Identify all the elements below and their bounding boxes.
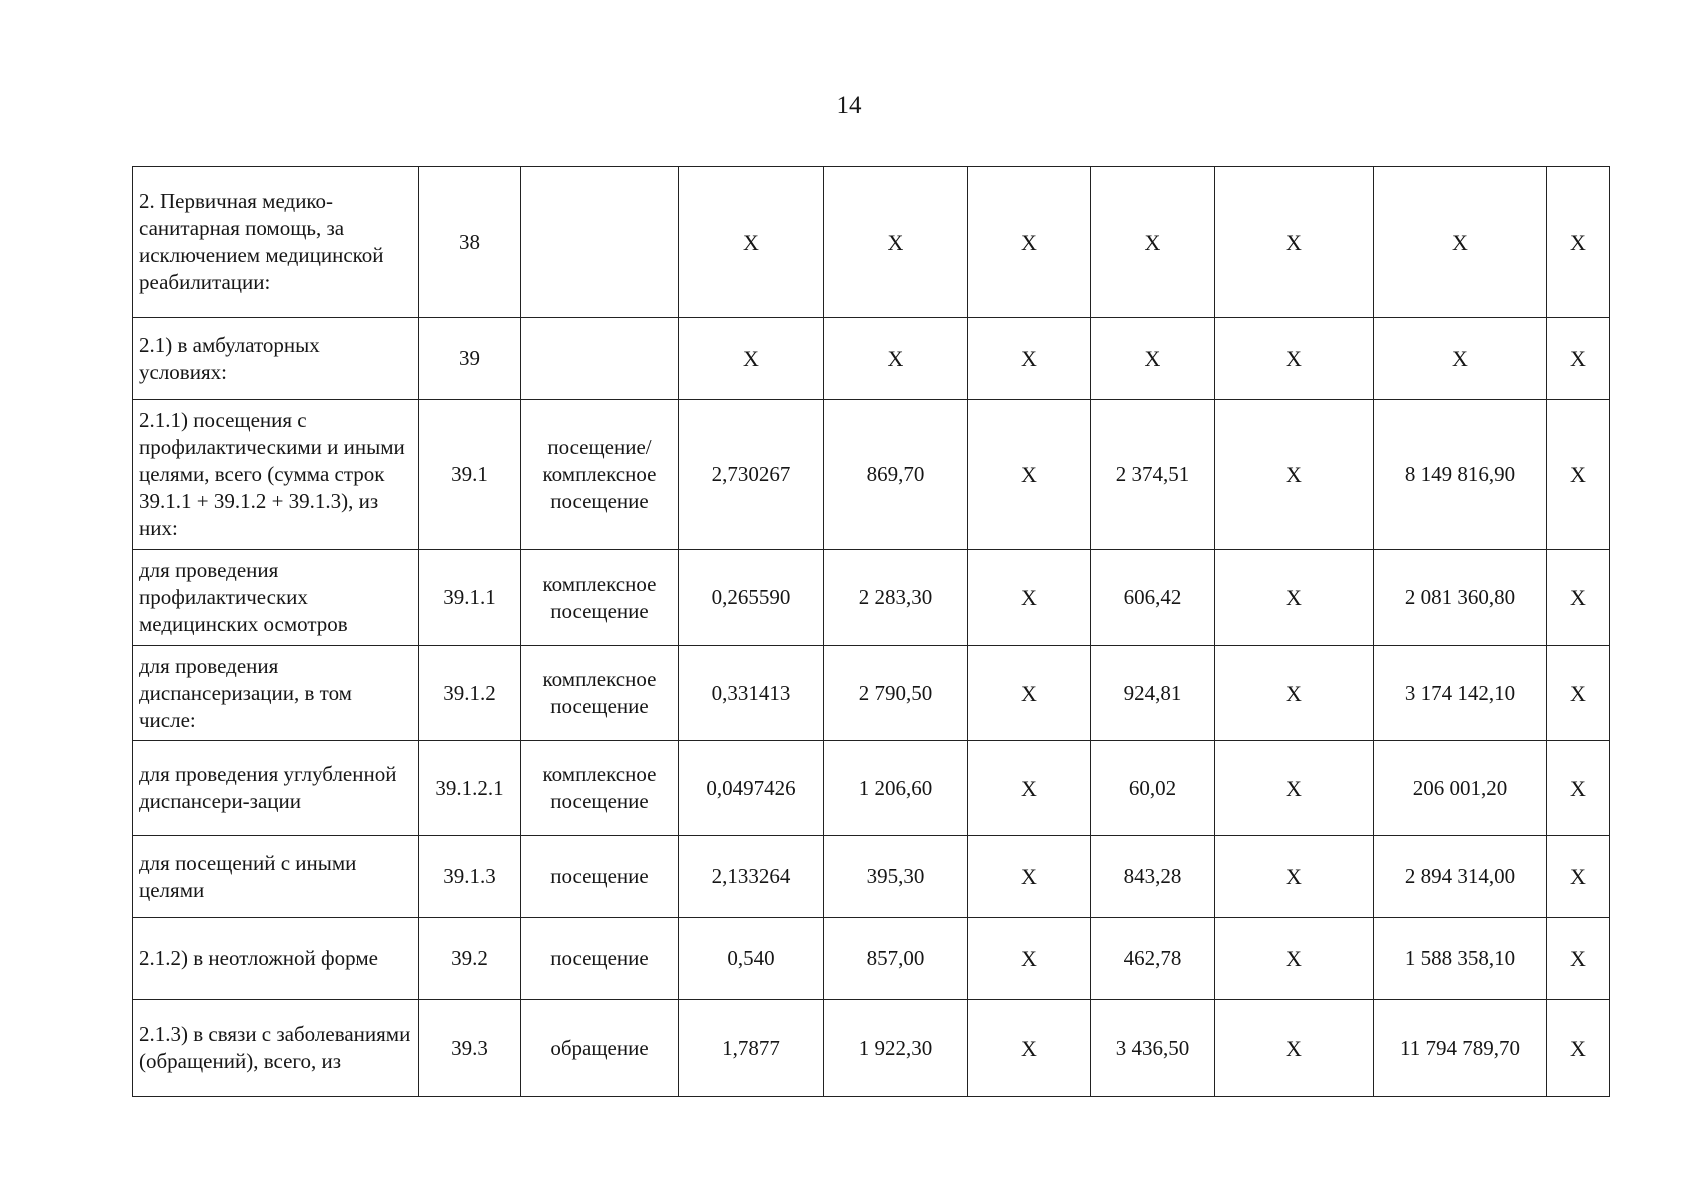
table-cell: 924,81 — [1091, 646, 1215, 741]
table-cell: 2 894 314,00 — [1374, 836, 1547, 918]
table-cell: Х — [824, 167, 968, 318]
table-row — [133, 646, 1610, 741]
table-cell: Х — [968, 646, 1091, 741]
row-label: для проведения профилактических медицинских осмотров — [133, 550, 419, 646]
table-cell: 1,7877 — [679, 1000, 824, 1097]
row-code: 39.1.2.1 — [419, 741, 521, 836]
table-cell: 0,265590 — [679, 550, 824, 646]
table-cell: 0,540 — [679, 918, 824, 1000]
row-unit: комплексное посещение — [521, 646, 679, 741]
table-cell: Х — [1547, 400, 1610, 550]
table-cell: 3 174 142,10 — [1374, 646, 1547, 741]
table-cell: Х — [1547, 1000, 1610, 1097]
row-unit: комплексное посещение — [521, 741, 679, 836]
table-cell: 1 922,30 — [824, 1000, 968, 1097]
table-cell: 2,133264 — [679, 836, 824, 918]
table-cell: Х — [1547, 918, 1610, 1000]
table-cell: 857,00 — [824, 918, 968, 1000]
table-cell: Х — [1547, 741, 1610, 836]
table-cell: Х — [968, 1000, 1091, 1097]
table-cell: Х — [1215, 550, 1374, 646]
row-label: для проведения углубленной диспансери-зации — [133, 741, 419, 836]
row-code: 39.1 — [419, 400, 521, 550]
row-unit: обращение — [521, 1000, 679, 1097]
row-code: 39 — [419, 318, 521, 400]
table-cell: 8 149 816,90 — [1374, 400, 1547, 550]
row-unit — [521, 167, 679, 318]
table-row — [133, 318, 1610, 400]
row-unit: комплексное посещение — [521, 550, 679, 646]
page-number: 14 — [836, 92, 862, 119]
table-cell: 2 283,30 — [824, 550, 968, 646]
table-cell: 0,0497426 — [679, 741, 824, 836]
table-cell: 2,730267 — [679, 400, 824, 550]
table-cell: Х — [968, 400, 1091, 550]
table-cell: Х — [1215, 400, 1374, 550]
table-row — [133, 167, 1610, 318]
row-label: 2.1.1) посещения с профилактическими и иными целями, всего (сумма строк 39.1.1 + 39.1.2 + 39.1.3), из них: — [133, 400, 419, 550]
table-cell: Х — [1547, 318, 1610, 400]
table-cell: Х — [1091, 167, 1215, 318]
table-cell: Х — [1547, 550, 1610, 646]
table-cell: 1 588 358,10 — [1374, 918, 1547, 1000]
table-cell: Х — [1215, 741, 1374, 836]
row-code: 38 — [419, 167, 521, 318]
table-cell: 2 081 360,80 — [1374, 550, 1547, 646]
table-row — [133, 550, 1610, 646]
table-cell: Х — [968, 550, 1091, 646]
table-cell: Х — [1547, 646, 1610, 741]
table-cell: 2 790,50 — [824, 646, 968, 741]
table-row — [133, 836, 1610, 918]
row-code: 39.3 — [419, 1000, 521, 1097]
row-label: для посещений с иными целями — [133, 836, 419, 918]
table-row — [133, 918, 1610, 1000]
row-code: 39.2 — [419, 918, 521, 1000]
table-cell: Х — [968, 318, 1091, 400]
table-cell: 2 374,51 — [1091, 400, 1215, 550]
table-cell: 843,28 — [1091, 836, 1215, 918]
table-cell: 3 436,50 — [1091, 1000, 1215, 1097]
table-row — [133, 400, 1610, 550]
table-cell: Х — [679, 167, 824, 318]
table-cell: Х — [1547, 836, 1610, 918]
table-cell: 395,30 — [824, 836, 968, 918]
table-cell: 1 206,60 — [824, 741, 968, 836]
row-unit: посещение — [521, 836, 679, 918]
table-cell: Х — [1215, 1000, 1374, 1097]
table-cell: Х — [1215, 167, 1374, 318]
row-label: 2.1.2) в неотложной форме — [133, 918, 419, 1000]
table-cell: Х — [1374, 167, 1547, 318]
table-cell: Х — [1215, 918, 1374, 1000]
table-cell: Х — [968, 167, 1091, 318]
table-cell: 11 794 789,70 — [1374, 1000, 1547, 1097]
table-cell: Х — [968, 741, 1091, 836]
table-cell: Х — [1215, 646, 1374, 741]
row-label: для проведения диспансеризации, в том числе: — [133, 646, 419, 741]
row-label: 2. Первичная медико-санитарная помощь, за исключением медицинской реабилитации: — [133, 167, 419, 318]
table-cell: Х — [1091, 318, 1215, 400]
row-code: 39.1.1 — [419, 550, 521, 646]
row-unit: посещение/ комплексное посещение — [521, 400, 679, 550]
table-cell: Х — [1374, 318, 1547, 400]
table-cell: 206 001,20 — [1374, 741, 1547, 836]
row-label: 2.1) в амбулаторных условиях: — [133, 318, 419, 400]
table-cell: 0,331413 — [679, 646, 824, 741]
table-cell: Х — [679, 318, 824, 400]
table-cell: Х — [1215, 836, 1374, 918]
table-cell: 606,42 — [1091, 550, 1215, 646]
table-cell: 462,78 — [1091, 918, 1215, 1000]
medical-care-table — [132, 166, 1610, 1097]
table-cell: Х — [1215, 318, 1374, 400]
row-code: 39.1.2 — [419, 646, 521, 741]
table-cell: Х — [824, 318, 968, 400]
row-unit — [521, 318, 679, 400]
row-label: 2.1.3) в связи с заболеваниями (обращений), всего, из — [133, 1000, 419, 1097]
table-cell: Х — [1547, 167, 1610, 318]
table-cell: Х — [968, 918, 1091, 1000]
table-row — [133, 1000, 1610, 1097]
table-cell: 60,02 — [1091, 741, 1215, 836]
row-code: 39.1.3 — [419, 836, 521, 918]
table-row — [133, 741, 1610, 836]
row-unit: посещение — [521, 918, 679, 1000]
table-cell: 869,70 — [824, 400, 968, 550]
table-cell: Х — [968, 836, 1091, 918]
